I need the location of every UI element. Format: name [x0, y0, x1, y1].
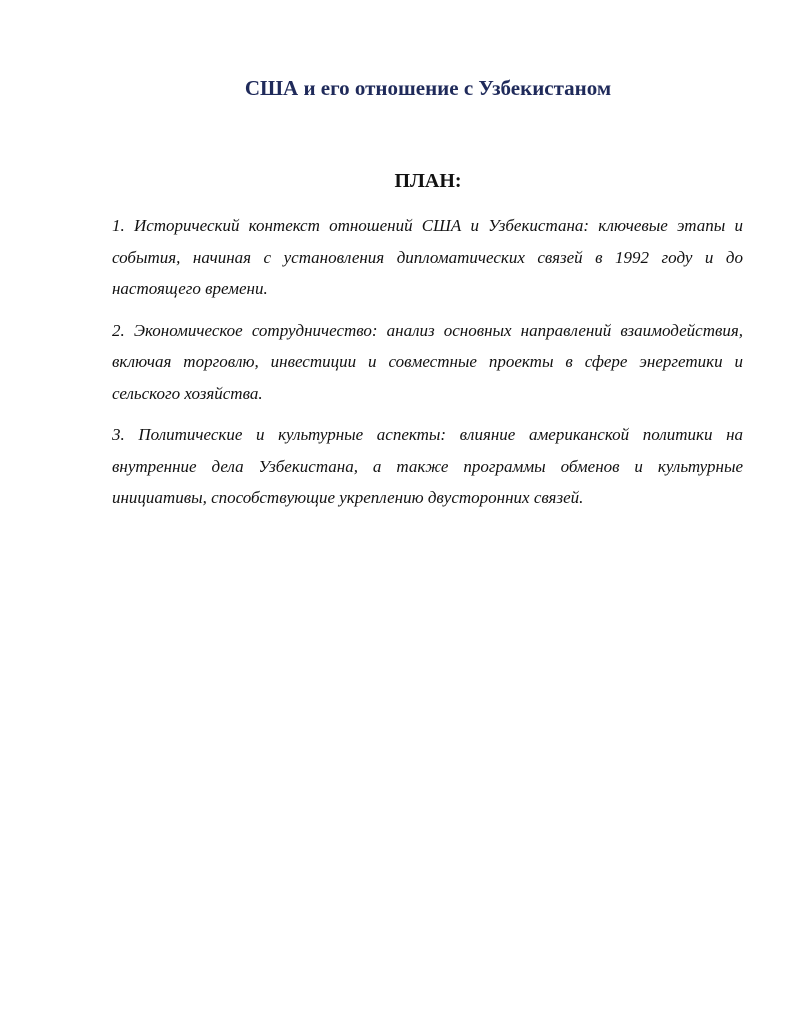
page-title: США и его отношение с Узбекистаном [244, 76, 612, 100]
plan-heading: ПЛАН: [394, 170, 462, 192]
plan-list [112, 210, 743, 524]
plan-item-1: 1. Исторический контекст отношений США и Узбекистана: ключевые этапы и события, начиная с установления дипломатических связей в 1992 году и до настоящего времени. [112, 216, 743, 298]
plan-item-3: 3. Политические и культурные аспекты: влияние американской политики на внутренние дела Узбекистана, а также программы обменов и культурные инициативы, способствующие укреплению двусторонних связей. [112, 425, 743, 507]
plan-item-2: 2. Экономическое сотрудничество: анализ основных направлений взаимодействия, включая торговлю, инвестиции и совместные проекты в сфере энергетики и сельского хозяйства. [112, 320, 743, 403]
